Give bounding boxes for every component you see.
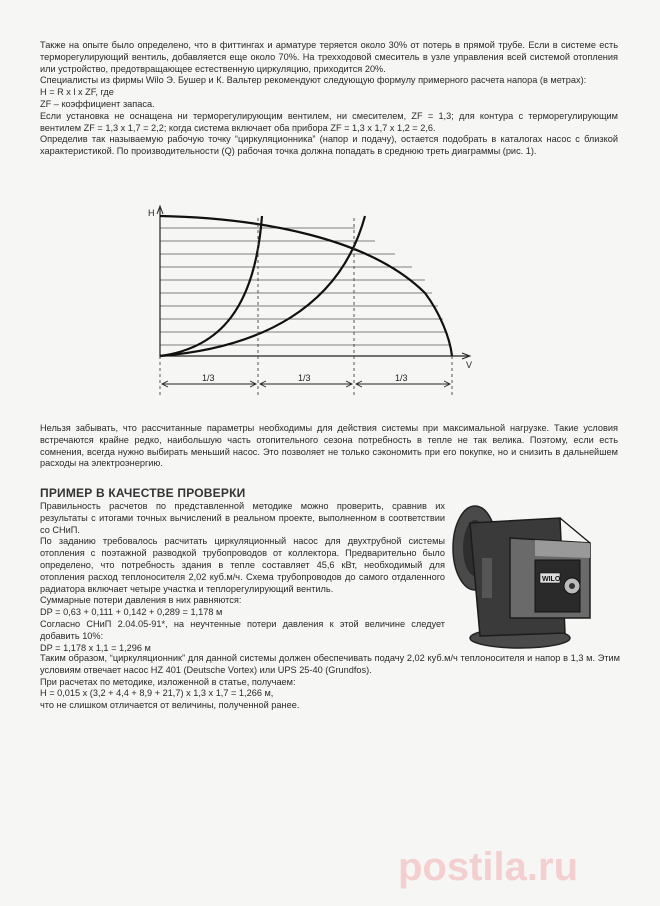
example-section <box>40 501 445 654</box>
section-title: ПРИМЕР В КАЧЕСТВЕ ПРОВЕРКИ <box>40 486 246 500</box>
third-label-3: 1/3 <box>395 373 408 383</box>
watermark-svg <box>398 836 643 896</box>
paragraph-method-result: При расчетах по методике, изложенной в статье, получаем: <box>40 676 296 687</box>
paragraph-task: По заданию требовалось расчитать циркуляционный насос для двухтрубной системы отопления с поэтажной разводкой трубопроводов от коллектора. Предварительно было определено, что потребность здания в тепле составляет 45,6 кВт, необходимый для отопления расход теплоносителя 2,02 куб.м/ч. Схема трубопроводов до самого отдаленного радиатора включает четыре участка и теплорегулирующий вентиль. <box>40 536 445 594</box>
x-axis-label: V <box>466 360 473 370</box>
third-label-2: 1/3 <box>298 373 311 383</box>
paragraph-working-point: Определив так называемую рабочую точку “циркуляционника” (напор и подачу), остается подобрать в каталогах насос с близкой характеристикой. По производительности (Q) рабочая точка должна попадать в среднюю треть диаграммы (рис. 1). <box>40 134 618 157</box>
intro-section <box>40 40 618 158</box>
horizontal-grid-lines <box>160 228 449 345</box>
example-conclusion-section <box>40 653 620 712</box>
formula-head: H = R x l x ZF, где <box>40 87 114 98</box>
formula-dp-total: DP = 1,178 x 1,1 = 1,296 м <box>40 642 151 653</box>
y-axis-label: H <box>148 208 155 218</box>
pump-brand-text: WILO <box>542 576 561 583</box>
third-label-1: 1/3 <box>202 373 215 383</box>
formula-dp-sum: DP = 0,63 + 0,111 + 0,142 + 0,289 = 1,178 м <box>40 607 223 618</box>
pump-curve-diagram <box>140 198 500 418</box>
paragraph-snip: Согласно СНиП 2.04.05-91*, на неучтенные потери давления к этой величине следует добавить 10%: <box>40 618 445 641</box>
formula-h-result: H = 0,015 x (3,2 + 4,4 + 8,9 + 21,7) x 1,3 x 1,7 = 1,266 м, <box>40 688 274 699</box>
paragraph-total-losses: Суммарные потери давления в них равняются: <box>40 595 242 606</box>
watermark-logo <box>398 836 643 896</box>
watermark-text: postila.ru <box>398 845 579 889</box>
diagram-svg <box>140 198 500 418</box>
warning-section <box>40 423 618 470</box>
paragraph-max-load: Нельзя забывать, что рассчитанные параметры необходимы для действия системы при максимальной нагрузке. Такие условия встречаются крайне редко, наибольшую часть отопительного сезона потребность в тепле не так велика. Поэтому, если есть сомнения, всегда нужно выбирать меньший насос. Это позволяет не только сэкономить при его покупке, но и снизить в дальнейшем расходы на электроэнергию. <box>40 423 618 469</box>
paragraph-comparison: что не слишком отличается от величины, полученной ранее. <box>40 700 300 711</box>
formula-zf-definition: ZF – коэффициент запаса. <box>40 98 155 109</box>
paragraph-fittings: Также на опыте было определено, что в фиттингах и арматуре теряется около 30% от потерь в прямой трубе. Если в системе есть терморегулирующий вентиль, добавляется еще около 70%. На трехходовой смеситель в узле управления всей системой отопления или устройство, предотвращающее естественную циркуляцию, приходится 20%. <box>40 40 618 74</box>
pump-photo <box>440 498 615 653</box>
paragraph-zf-values: Если установка не оснащена ни терморегулирующим вентилем, ни смесителем, ZF = 1,3; для контура с терморегулирующим вентилем ZF = 1,3 x 1,7 = 2,2; когда система включает оба прибора ZF = 1,3 x 1,7 x 1,2 = 2,6. <box>40 110 618 133</box>
system-curve-flat <box>160 216 365 356</box>
paragraph-pump-choice: Таким образом, “циркуляционник” для данной системы должен обеспечивать подачу 2,02 куб.м/ч теплоносителя и напор в 1,3 м. Этим условиям отвечает насос HZ 401 (Deutsche Vortex) или UPS 25-40 (Grundfos). <box>40 653 620 675</box>
paragraph-verification: Правильность расчетов по представленной методике можно проверить, сравнив их результаты с итогами точных вычислений в реальном проекте, выполненном в соответствии со СНиП. <box>40 501 445 535</box>
paragraph-wilo-formula: Специалисты из фирмы Wilo Э. Бушер и К. Вальтер рекомендуют следующую формулу примерного расчета напора (в метрах): <box>40 75 587 86</box>
system-curve-steep <box>160 216 262 356</box>
pump-characteristic-curve <box>160 216 452 356</box>
pump-illustration <box>440 498 615 653</box>
